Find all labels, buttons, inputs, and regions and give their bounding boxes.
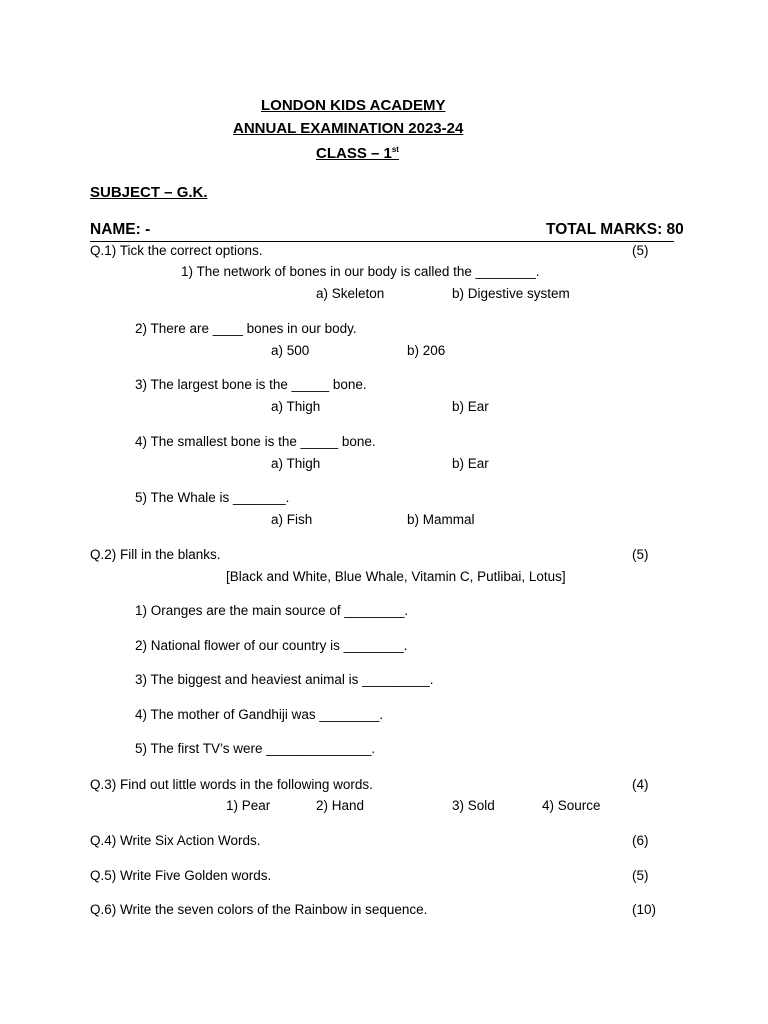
q1-item-3-option-b: b) Ear bbox=[452, 399, 489, 414]
q1-item-3: 3) The largest bone is the _____ bone. bbox=[135, 377, 367, 392]
name-underline bbox=[90, 241, 674, 242]
q4-marks: (6) bbox=[632, 833, 649, 848]
exam-title: ANNUAL EXAMINATION 2023-24 bbox=[233, 120, 464, 137]
q1-item-4-option-b: b) Ear bbox=[452, 456, 489, 471]
q1-marks: (5) bbox=[632, 243, 649, 258]
q2-word-bank: [Black and White, Blue Whale, Vitamin C, Putlibai, Lotus] bbox=[226, 569, 566, 584]
q4-title: Q.4) Write Six Action Words. bbox=[90, 833, 261, 848]
q1-item-2: 2) There are ____ bones in our body. bbox=[135, 321, 357, 336]
q1-title: Q.1) Tick the correct options. bbox=[90, 243, 263, 258]
q1-item-2-option-a: a) 500 bbox=[271, 343, 310, 358]
q3-marks: (4) bbox=[632, 777, 649, 792]
q1-item-2-option-b: b) 206 bbox=[407, 343, 446, 358]
subject-title: SUBJECT – G.K. bbox=[90, 184, 208, 201]
q1-item-5-option-b: b) Mammal bbox=[407, 512, 475, 527]
q3-word-4: 4) Source bbox=[542, 798, 601, 813]
q2-item-2: 2) National flower of our country is ________. bbox=[135, 638, 408, 653]
q1-item-1-option-b: b) Digestive system bbox=[452, 286, 570, 301]
q2-item-1: 1) Oranges are the main source of ________. bbox=[135, 603, 409, 618]
q6-title: Q.6) Write the seven colors of the Rainbow in sequence. bbox=[90, 902, 428, 917]
name-label: NAME: - bbox=[90, 221, 151, 238]
q2-item-5: 5) The first TV’s were ______________. bbox=[135, 741, 376, 756]
q3-title: Q.3) Find out little words in the following words. bbox=[90, 777, 373, 792]
q2-item-3: 3) The biggest and heaviest animal is _________. bbox=[135, 672, 434, 687]
school-name: LONDON KIDS ACADEMY bbox=[261, 97, 446, 114]
class-superscript: st bbox=[391, 145, 399, 154]
q2-marks: (5) bbox=[632, 547, 649, 562]
q1-item-1: 1) The network of bones in our body is called the ________. bbox=[181, 264, 540, 279]
q1-item-4-option-a: a) Thigh bbox=[271, 456, 321, 471]
q5-marks: (5) bbox=[632, 868, 649, 883]
q1-item-5: 5) The Whale is _______. bbox=[135, 490, 290, 505]
class-text: CLASS – 1 bbox=[316, 145, 392, 162]
q3-word-3: 3) Sold bbox=[452, 798, 495, 813]
q3-word-2: 2) Hand bbox=[316, 798, 365, 813]
q3-word-1: 1) Pear bbox=[226, 798, 271, 813]
q1-item-4: 4) The smallest bone is the _____ bone. bbox=[135, 434, 376, 449]
q5-title: Q.5) Write Five Golden words. bbox=[90, 868, 272, 883]
q1-item-3-option-a: a) Thigh bbox=[271, 399, 321, 414]
q2-title: Q.2) Fill in the blanks. bbox=[90, 547, 221, 562]
class-title bbox=[316, 145, 399, 162]
q1-item-1-option-a: a) Skeleton bbox=[316, 286, 385, 301]
q2-item-4: 4) The mother of Gandhiji was ________. bbox=[135, 707, 384, 722]
q1-item-5-option-a: a) Fish bbox=[271, 512, 313, 527]
total-marks: TOTAL MARKS: 80 bbox=[546, 221, 684, 238]
q6-marks: (10) bbox=[632, 902, 657, 917]
